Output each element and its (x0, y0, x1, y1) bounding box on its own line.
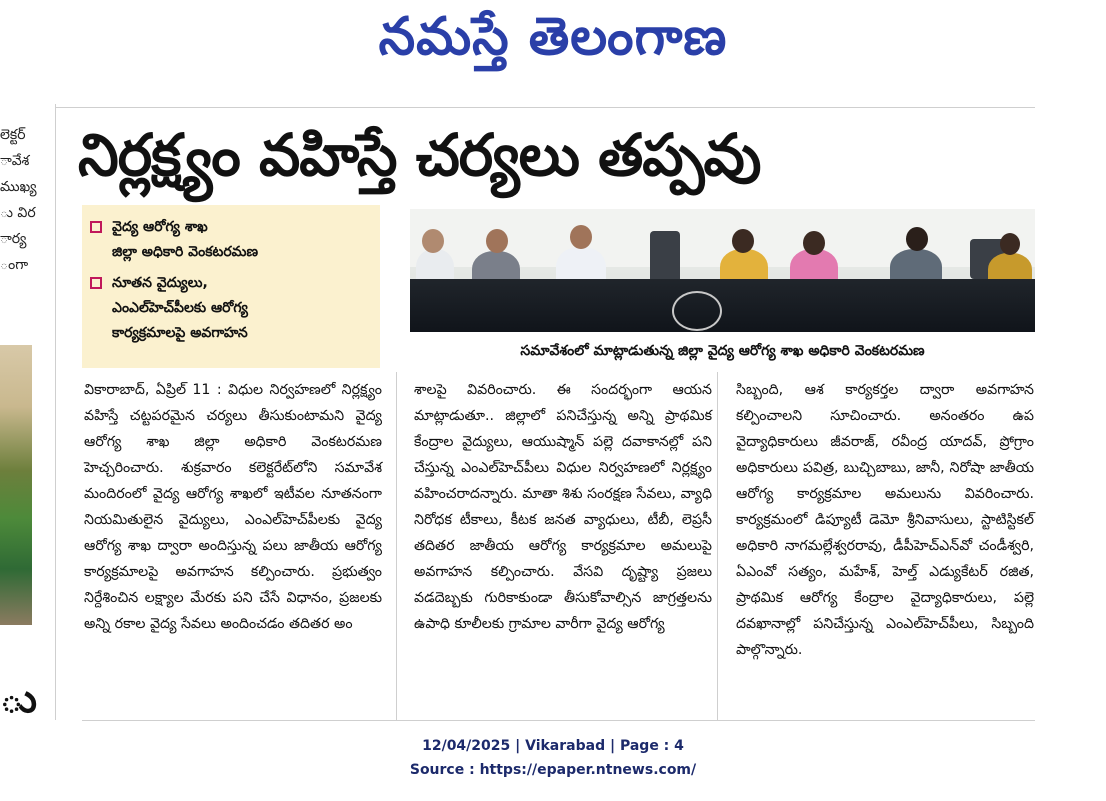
article-bottom-rule (82, 720, 1035, 721)
neighbour-photo-fragment (0, 345, 32, 625)
left-column-divider (55, 104, 56, 720)
neighbour-article-fragment: లెక్టర్ ావేశ ముఖ్య ు విర ార్య ంగా (0, 127, 37, 273)
article-highlights-box (82, 205, 380, 368)
photo-caption: సమావేశంలో మాట్లాడుతున్న జిల్లా వైద్య ఆరోగ్య శాఖ అధికారి వెంకటరమణ (520, 343, 925, 359)
article-column-3: సిబ్బంది, ఆశ కార్యకర్తల ద్వారా అవగాహన కల్పించాలని సూచించారు. అనంతరం ఉప వైద్యాధికారులు జీవరాజ్, రవీంద్ర యాదవ్, ప్రోగ్రాం అధికారులు పవిత్ర, బుచ్చిబాబు, జానీ, నిరోషా జాతీయ ఆరోగ్య కార్యక్రమాల అమలును వివరించారు. కార్యక్రమంలో డిప్యూటీ డెమో శ్రీనివాసులు, స్టాటిస్టికల్ అధికారి నాగమల్లేశ్వరరావు, డీపీహెచ్ఎన్‌వో చండీశ్వరి, ఏఎంవో సత్యం, మహేశ్, హెల్త్ ఎడ్యుకేటర్ రజిత, ప్రాథమిక ఆరోగ్య కేంద్రాల వైద్యాధికారులు, పల్లె దవఖానాల్లో పనిచేస్తున్న ఎంఎల్‌హెచ్‌పీలు, సిబ్బంది పాల్గొన్నారు. (736, 382, 1034, 658)
highlight-item: వైద్య ఆరోగ్య శాఖ జిల్లా అధికారి వెంకటరమణ (90, 215, 258, 265)
bullet-square-icon (90, 221, 102, 233)
masthead-divider (55, 107, 1035, 108)
bullet-square-icon (90, 277, 102, 289)
source-link[interactable]: Source : https://epaper.ntnews.com/ (409, 762, 697, 778)
column-divider (717, 372, 718, 720)
article-headline: నిర్లక్ష్యం వహిస్తే చర్యలు తప్పవు (78, 121, 761, 189)
highlight-item: నూతన వైద్యులు, ఎంఎల్‌హెచ్‌పీలకు ఆరోగ్య కార్యక్రమాలపై అవగాహన (90, 271, 248, 346)
article-column-1: వికారాబాద్, ఏప్రిల్ 11 : విధుల నిర్వహణలో నిర్లక్ష్యం వహిస్తే చట్టపరమైన చర్యలు తీసుకుంటామని వైద్య ఆరోగ్య శాఖ జిల్లా అధికారి వెంకటరమణ హెచ్చరించారు. శుక్రవారం కలెక్టరేట్‌లోని సమావేశ మందిరంలో వైద్య ఆరోగ్య శాఖలో ఇటీవల నూతనంగా నియమితులైన వైద్యులు, ఎంఎల్‌హెచ్‌పీలకు వైద్య ఆరోగ్య శాఖ ద్వారా అందిస్తున్న పలు జాతీయ ఆరోగ్య కార్యక్రమాలపై అవగాహన కల్పించారు. ప్రభుత్వం నిర్దేశించిన లక్ష్యాల మేరకు పని చేసే విధానం, ప్రజలకు అన్ని రకాల వైద్య సేవలు అందించడం తదితర అం (84, 382, 382, 632)
column-divider (396, 372, 397, 720)
article-column-2: శాలపై వివరించారు. ఈ సందర్భంగా ఆయన మాట్లాడుతూ.. జిల్లాలో పనిచేస్తున్న అన్ని ప్రాథమిక కేంద్రాల వైద్యులు, ఆయుష్మాన్ పల్లె దవాకానల్లో పని చేస్తున్న ఎంఎల్‌హెచ్‌పీలు విధుల నిర్వహణలో నిర్లక్ష్యం వహించరాదన్నారు. మాతా శిశు సంరక్షణ సేవలు, వ్యాధి నిరోధక టీకాలు, కీటక జనత వ్యాధులు, టీబీ, లెప్రసీ తదితర జాతీయ ఆరోగ్య కార్యక్రమాల అమలుపై అవగాహన కల్పించారు. వేసవి దృష్ట్యా ప్రజలు వడదెబ్బకు గురికాకుండా తీసుకోవాల్సిన జాగ్రత్తలను ఉపాధి కూలీలకు గ్రామాల వారీగా వైద్య ఆరోగ్య (414, 382, 712, 632)
meeting-photo (410, 209, 1035, 332)
emblem-icon (672, 291, 722, 331)
neighbour-headline-fragment: ు (0, 676, 37, 722)
edition-info: 12/04/2025 | Vikarabad | Page : 4 (422, 738, 684, 754)
masthead-logo: నమస్తే తెలంగాణ (378, 6, 728, 67)
